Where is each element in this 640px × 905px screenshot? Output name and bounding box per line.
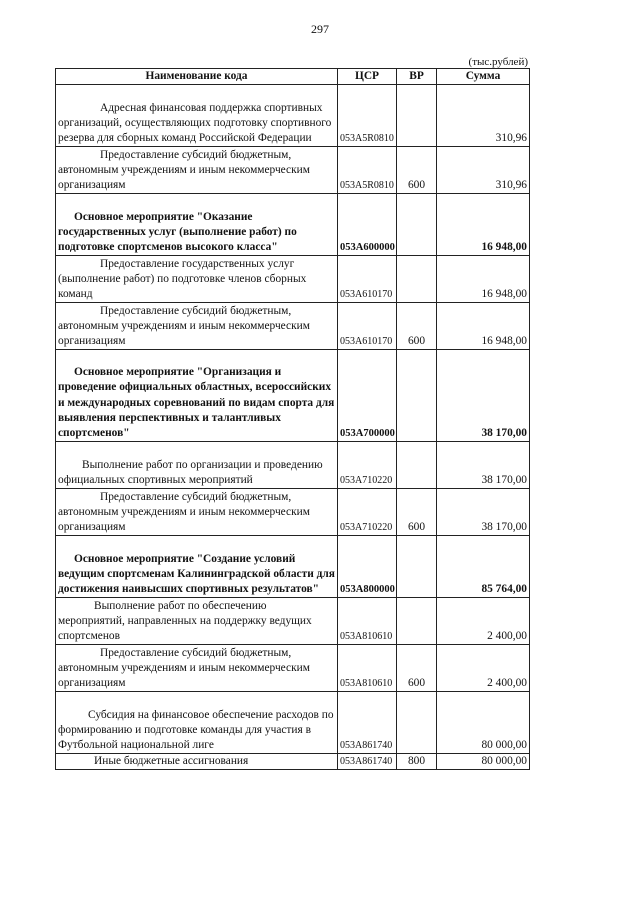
row-sum: 38 170,00 (437, 442, 530, 489)
row-sum: 16 948,00 (437, 194, 530, 256)
row-vr (397, 85, 437, 147)
page-number: 297 (311, 22, 329, 36)
table-row (56, 147, 530, 194)
row-csr: 053A710220 (338, 442, 397, 489)
table-row (56, 256, 530, 303)
table-row (56, 303, 530, 350)
row-vr (397, 350, 437, 442)
row-csr: 053A610170 (338, 256, 397, 303)
row-sum: 85 764,00 (437, 536, 530, 598)
row-csr: 053A600000 (338, 194, 397, 256)
row-csr: 053A861740 (338, 692, 397, 754)
row-vr: 600 (397, 303, 437, 350)
header-vr: ВР (397, 69, 437, 85)
row-name: Предоставление субсидий бюджетным, автономным учреждениям и иным некоммерческим организациям (56, 489, 338, 536)
row-name: Основное мероприятие "Организация и проведение официальных областных, всероссийских и международных соревнований по видам спорта для выявления перспективных и талантливых спортсменов" (56, 350, 338, 442)
row-name: Выполнение работ по организации и проведению официальных спортивных мероприятий (56, 442, 338, 489)
row-name: Субсидия на финансовое обеспечение расходов по формированию и подготовке команды для участия в Футбольной национальной лиге (56, 692, 338, 754)
row-vr: 600 (397, 645, 437, 692)
row-name: Адресная финансовая поддержка спортивных организаций, осуществляющих подготовку спортивного резерва для сборных команд Российской Федерации (56, 85, 338, 147)
row-sum: 80 000,00 (437, 692, 530, 754)
row-sum: 2 400,00 (437, 598, 530, 645)
table-row (56, 645, 530, 692)
row-name: Предоставление субсидий бюджетным, автономным учреждениям и иным некоммерческим организациям (56, 303, 338, 350)
table-row (56, 85, 530, 147)
table-row (56, 692, 530, 754)
row-csr: 053A861740 (338, 754, 397, 770)
row-sum: 80 000,00 (437, 754, 530, 770)
header-csr: ЦСР (338, 69, 397, 85)
table-header-row (56, 69, 530, 85)
row-name: Предоставление субсидий бюджетным, автономным учреждениям и иным некоммерческим организациям (56, 645, 338, 692)
row-vr (397, 536, 437, 598)
row-csr: 053A800000 (338, 536, 397, 598)
row-vr (397, 692, 437, 754)
row-csr: 053A710220 (338, 489, 397, 536)
row-name: Основное мероприятие "Оказание государственных услуг (выполнение работ) по подготовке спортсменов высокого класса" (56, 194, 338, 256)
row-csr: 053A810610 (338, 598, 397, 645)
row-vr: 800 (397, 754, 437, 770)
row-csr: 053A610170 (338, 303, 397, 350)
row-name: Основное мероприятие "Создание условий ведущим спортсменам Калининградской области для достижения наивысших спортивных результатов" (56, 536, 338, 598)
row-sum: 2 400,00 (437, 645, 530, 692)
budget-table (55, 68, 530, 770)
row-vr (397, 598, 437, 645)
table-row (56, 754, 530, 770)
row-vr: 600 (397, 489, 437, 536)
units-label: (тыс.рублей) (468, 56, 528, 68)
row-name: Предоставление субсидий бюджетным, автономным учреждениям и иным некоммерческим организациям (56, 147, 338, 194)
table-row (56, 489, 530, 536)
row-vr: 600 (397, 147, 437, 194)
row-sum: 38 170,00 (437, 350, 530, 442)
row-csr: 053A5R0810 (338, 147, 397, 194)
table-row (56, 442, 530, 489)
row-sum: 310,96 (437, 147, 530, 194)
table-row (56, 536, 530, 598)
header-sum: Сумма (437, 69, 530, 85)
row-csr: 053A810610 (338, 645, 397, 692)
header-name: Наименование кода (56, 69, 338, 85)
row-name: Предоставление государственных услуг (выполнение работ) по подготовке членов сборных команд (56, 256, 338, 303)
row-sum: 310,96 (437, 85, 530, 147)
row-csr: 053A700000 (338, 350, 397, 442)
table-row (56, 598, 530, 645)
row-sum: 16 948,00 (437, 303, 530, 350)
table-row (56, 194, 530, 256)
row-name: Иные бюджетные ассигнования (56, 754, 338, 770)
row-sum: 16 948,00 (437, 256, 530, 303)
row-vr (397, 442, 437, 489)
row-name: Выполнение работ по обеспечению мероприятий, направленных на поддержку ведущих спортсменов (56, 598, 338, 645)
table-row (56, 350, 530, 442)
row-vr (397, 256, 437, 303)
row-vr (397, 194, 437, 256)
row-csr: 053A5R0810 (338, 85, 397, 147)
row-sum: 38 170,00 (437, 489, 530, 536)
